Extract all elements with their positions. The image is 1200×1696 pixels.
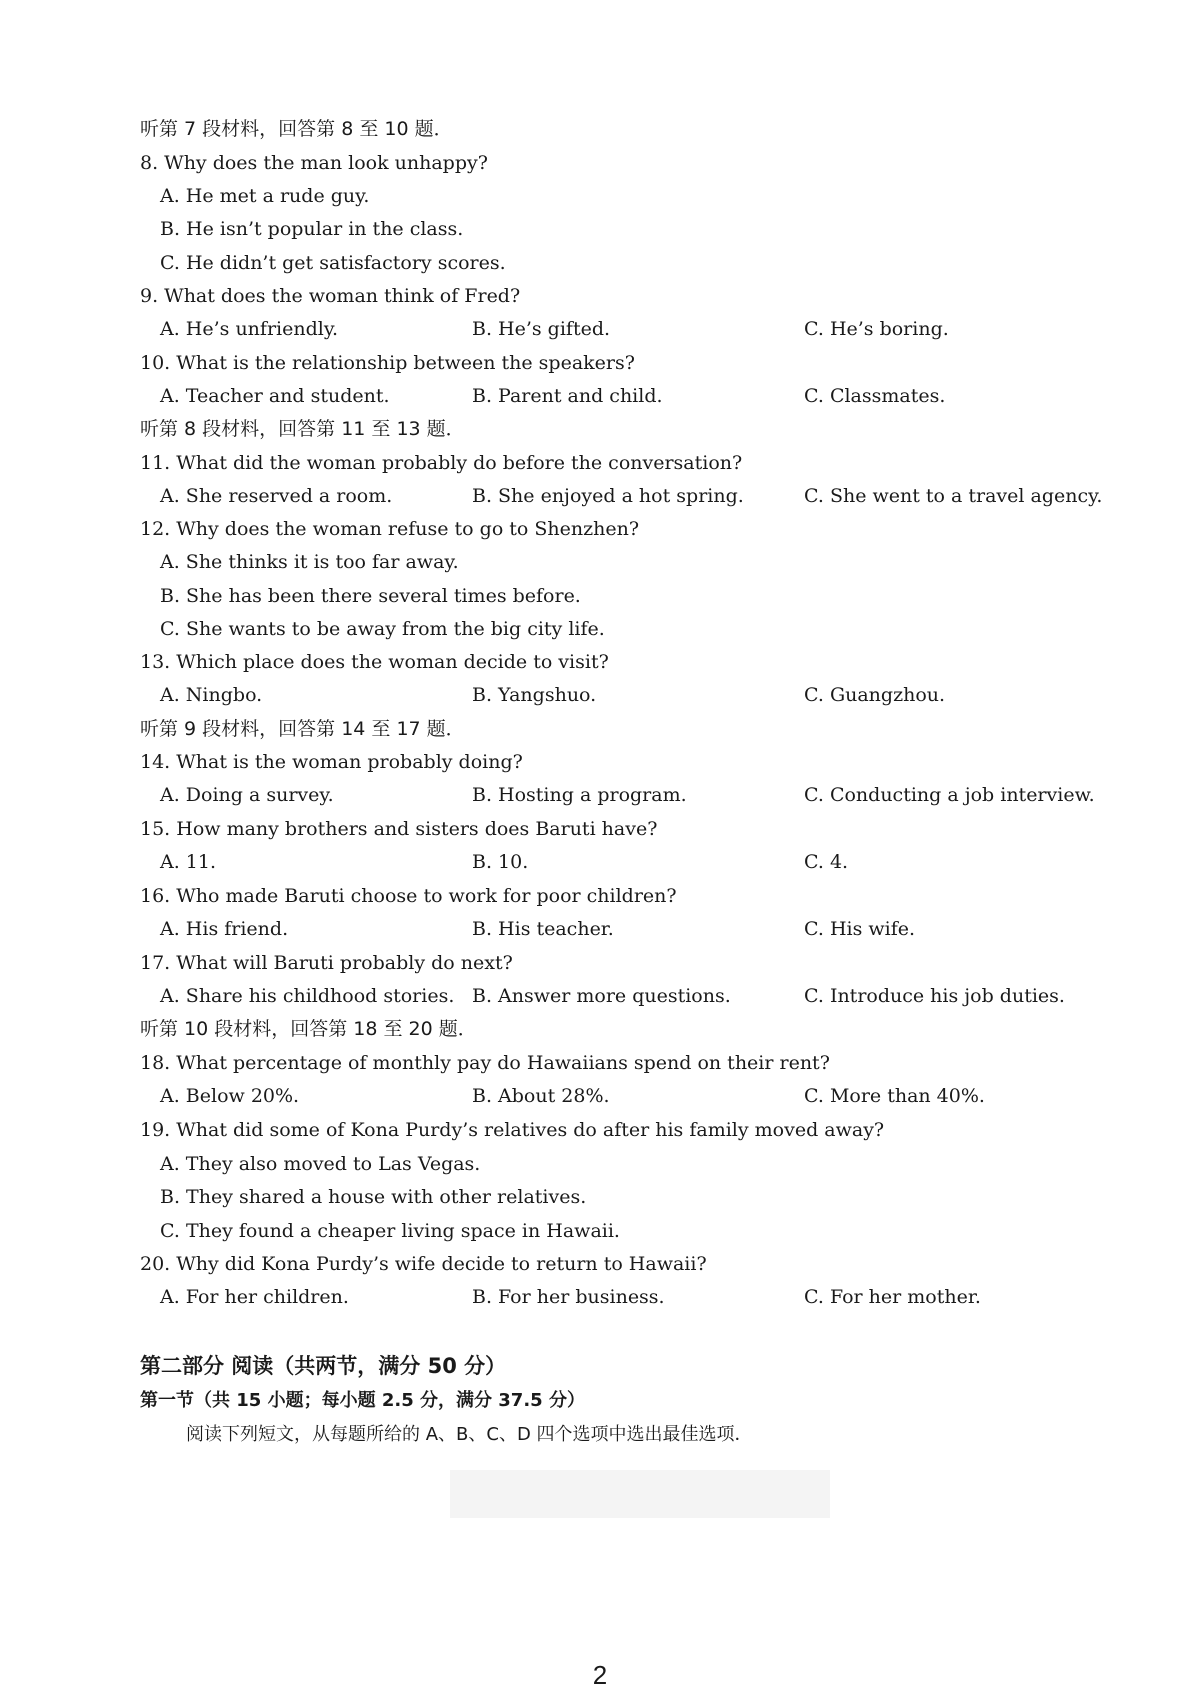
option-a: A. Below 20%.: [160, 1085, 300, 1107]
question-stem: 19. What did some of Kona Purdy’s relatives do after his family moved away?: [140, 1119, 885, 1141]
question-stem: 17. What will Baruti probably do next?: [140, 952, 513, 974]
question-stem: 9. What does the woman think of Fred?: [140, 285, 521, 307]
option-b: B. She has been there several times before.: [160, 585, 581, 607]
option-b: B. About 28%.: [472, 1085, 610, 1107]
option-c: C. More than 40%.: [804, 1085, 985, 1107]
option-b: B. For her business.: [472, 1286, 665, 1308]
option-c: C. They found a cheaper living space in Hawaii.: [160, 1220, 620, 1242]
scan-artifact: [450, 1470, 830, 1518]
section-header: 听第 9 段材料，回答第 14 至 17 题．: [140, 718, 465, 740]
option-a: A. Teacher and student.: [160, 385, 390, 407]
option-b: B. He isn’t popular in the class.: [160, 218, 464, 240]
question-stem: 15. How many brothers and sisters does Baruti have?: [140, 818, 658, 840]
option-c: C. She went to a travel agency.: [804, 485, 1103, 507]
section-header: 听第 7 段材料，回答第 8 至 10 题．: [140, 118, 453, 140]
option-b: B. She enjoyed a hot spring.: [472, 485, 744, 507]
page-number: 2: [592, 1660, 608, 1690]
question-stem: 18. What percentage of monthly pay do Hawaiians spend on their rent?: [140, 1052, 830, 1074]
option-c: C. He didn’t get satisfactory scores.: [160, 252, 506, 274]
option-b: B. They shared a house with other relatives.: [160, 1186, 587, 1208]
option-a: A. His friend.: [160, 918, 289, 940]
section-header: 听第 8 段材料，回答第 11 至 13 题．: [140, 418, 465, 440]
option-c: C. She wants to be away from the big city life.: [160, 618, 605, 640]
option-b: B. Answer more questions.: [472, 985, 731, 1007]
option-b: B. He’s gifted.: [472, 318, 611, 340]
option-b: B. Parent and child.: [472, 385, 663, 407]
option-b: B. His teacher.: [472, 918, 614, 940]
option-a: A. She thinks it is too far away.: [160, 551, 459, 573]
option-c: C. Classmates.: [804, 385, 946, 407]
question-stem: 8. Why does the man look unhappy?: [140, 152, 488, 174]
option-a: A. They also moved to Las Vegas.: [160, 1153, 481, 1175]
option-b: B. Yangshuo.: [472, 684, 597, 706]
option-a: A. She reserved a room.: [160, 485, 393, 507]
part-two-subtitle: 第一节（共 15 小题；每小题 2.5 分，满分 37.5 分）: [140, 1390, 585, 1411]
question-stem: 16. Who made Baruti choose to work for poor children?: [140, 885, 677, 907]
part-two-instruction: 阅读下列短文，从每题所给的 A、B、C、D 四个选项中选出最佳选项．: [186, 1424, 753, 1445]
option-a: A. Share his childhood stories.: [160, 985, 455, 1007]
option-b: B. 10.: [472, 851, 529, 873]
option-b: B. Hosting a program.: [472, 784, 687, 806]
option-c: C. 4.: [804, 851, 849, 873]
option-a: A. Ningbo.: [160, 684, 263, 706]
part-two-title: 第二部分 阅读（共两节，满分 50 分）: [140, 1354, 507, 1378]
section-header: 听第 10 段材料，回答第 18 至 20 题．: [140, 1018, 477, 1040]
option-a: A. For her children.: [160, 1286, 349, 1308]
option-c: C. For her mother.: [804, 1286, 981, 1308]
option-c: C. Guangzhou.: [804, 684, 946, 706]
option-a: A. Doing a survey.: [160, 784, 334, 806]
option-a: A. 11.: [160, 851, 217, 873]
option-a: A. He’s unfriendly.: [160, 318, 339, 340]
option-c: C. Conducting a job interview.: [804, 784, 1095, 806]
option-a: A. He met a rude guy.: [160, 185, 370, 207]
option-c: C. He’s boring.: [804, 318, 949, 340]
question-stem: 11. What did the woman probably do before the conversation?: [140, 452, 743, 474]
option-c: C. Introduce his job duties.: [804, 985, 1065, 1007]
option-c: C. His wife.: [804, 918, 916, 940]
question-stem: 13. Which place does the woman decide to visit?: [140, 651, 609, 673]
question-stem: 10. What is the relationship between the speakers?: [140, 352, 635, 374]
question-stem: 14. What is the woman probably doing?: [140, 751, 523, 773]
question-stem: 20. Why did Kona Purdy’s wife decide to return to Hawaii?: [140, 1253, 707, 1275]
question-stem: 12. Why does the woman refuse to go to Shenzhen?: [140, 518, 640, 540]
